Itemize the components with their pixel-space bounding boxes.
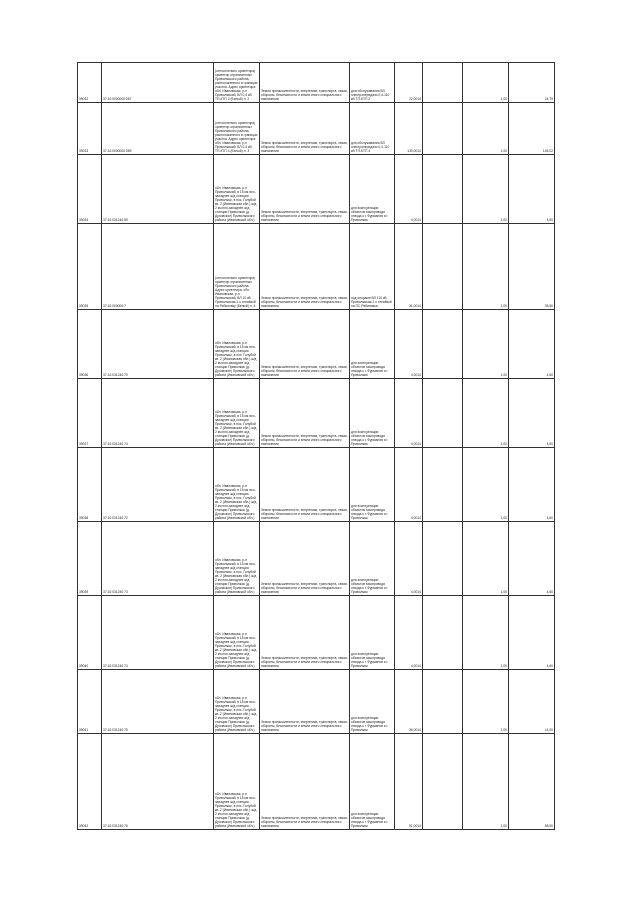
- permitted-use-cell: для эксплуатации объектов газопровода отвода к г. Фурманов и г. Приволжск: [350, 670, 395, 734]
- value-cell: 4,60: [509, 596, 555, 670]
- empty-cell: [423, 596, 463, 670]
- area-cell: 4,0014: [395, 522, 423, 596]
- address-cell: (относительно ориентира) ориентир ограниченных Приволжского района, расположенного в границах участка. Адрес ориентира: обл. Ивановская, р-н Приволжский, ВЛ 0,4 кВ ТП-КТП 2 (Белый) л. 2: [214, 63, 260, 103]
- area-cell: 4,0014: [395, 155, 423, 224]
- coefficient-cell: 1,00: [463, 155, 509, 224]
- row-number-cell: 39042: [78, 734, 102, 830]
- table-row: [78, 596, 555, 670]
- cadastral-number-cell: 37:10:031240:70: [102, 310, 214, 379]
- row-number-cell: 39034: [78, 155, 102, 224]
- address-cell: (относительно ориентира) ориентир ограниченных Приволжского района, расположенного в границах участка. Адрес ориентира: обл. Ивановская, р-н Приволжский, ВЛ 0,4 кВ ТП-КТП 4 (Белый) л. 3: [214, 103, 260, 155]
- area-cell: 51,0014: [395, 734, 423, 830]
- value-cell: 4,60: [509, 310, 555, 379]
- empty-cell: [423, 448, 463, 522]
- land-category-cell: Земли промышленности, энергетики, транспорта, связи, обороны, безопасности и земли иного специального назначения: [260, 448, 350, 522]
- cadastral-number-cell: 37:10:031240:72: [102, 448, 214, 522]
- cadastral-number-cell: 37:10:0000000:089: [102, 103, 214, 155]
- area-cell: 4,0014: [395, 379, 423, 448]
- row-number-cell: 39033: [78, 103, 102, 155]
- permitted-use-cell: под опорами ВЛ 110 кВ Приволжская-1 с отпайкой на ПС Рябиновка: [350, 224, 395, 310]
- table-row: [78, 103, 555, 155]
- land-category-cell: Земли промышленности, энергетики, транспорта, связи, обороны, безопасности и земли иного специального назначения: [260, 379, 350, 448]
- row-number-cell: 39038: [78, 448, 102, 522]
- coefficient-cell: 1,00: [463, 379, 509, 448]
- row-number-cell: 39041: [78, 670, 102, 734]
- coefficient-cell: 1,00: [463, 596, 509, 670]
- row-number-cell: 39037: [78, 379, 102, 448]
- area-cell: 36,0014: [395, 670, 423, 734]
- address-cell: обл. Ивановская, р-н Приволжский, в 15 км юго-западнее ж/д станции Приволжск, в пос. Голубой кв. 2 (Ивановская обл.) ж/д 2 км юго-западнее ж/д станции Приволжск (д. Духовское) Приволжского района (Ивановской обл.): [214, 670, 260, 734]
- cadastral-number-cell: 37:10:000000:7: [102, 224, 214, 310]
- permitted-use-cell: для эксплуатации объектов газопровода отвода к г. Фурманов и г. Приволжск: [350, 734, 395, 830]
- value-cell: 35,50: [509, 224, 555, 310]
- land-category-cell: Земли промышленности, энергетики, транспорта, связи, обороны, безопасности и земли иного специального назначения: [260, 310, 350, 379]
- land-category-cell: Земли промышленности, энергетики, транспорта, связи, обороны, безопасности и земли иного специального назначения: [260, 670, 350, 734]
- value-cell: 4,60: [509, 448, 555, 522]
- cadastral-number-cell: 37:10:0000000:087: [102, 63, 214, 103]
- empty-cell: [423, 379, 463, 448]
- value-cell: 58,50: [509, 734, 555, 830]
- table-row: [78, 379, 555, 448]
- permitted-use-cell: для эксплуатации объектов газопровода отвода к г. Фурманов и г. Приволжск: [350, 310, 395, 379]
- value-cell: 4,60: [509, 379, 555, 448]
- value-cell: 24,79: [509, 63, 555, 103]
- value-cell: 4,60: [509, 522, 555, 596]
- address-cell: обл. Ивановская, р-н Приволжский, в 15 км юго-западнее ж/д станции Приволжск, в пос. Голубой кв. 2 (Ивановская обл.) ж/д 2 км юго-западнее ж/д станции Приволжск (д. Духовское) Приволжского района (Ивановской обл.): [214, 379, 260, 448]
- area-cell: 4,0014: [395, 448, 423, 522]
- coefficient-cell: 1,00: [463, 448, 509, 522]
- empty-cell: [423, 224, 463, 310]
- permitted-use-cell: для эксплуатации объектов газопровода отвода к г. Фурманов и г. Приволжск: [350, 522, 395, 596]
- address-cell: обл. Ивановская, р-н Приволжский, в 15 км юго-западнее ж/д станции Приволжск, в пос. Голубой кв. 2 (Ивановская обл.) ж/д 2 км юго-западнее ж/д станции Приволжск (д. Духовское) Приволжского района (Ивановской обл.): [214, 596, 260, 670]
- table-row: [78, 670, 555, 734]
- table-row: [78, 63, 555, 103]
- area-cell: 130,0014: [395, 103, 423, 155]
- table-row: [78, 448, 555, 522]
- land-category-cell: Земли промышленности, энергетики, транспорта, связи, обороны, безопасности и земли иного специального назначения: [260, 224, 350, 310]
- table-row: [78, 310, 555, 379]
- coefficient-cell: 1,00: [463, 734, 509, 830]
- permitted-use-cell: для эксплуатации объектов газопровода отвода к г. Фурманов и г. Приволжск: [350, 155, 395, 224]
- land-category-cell: Земли промышленности, энергетики, транспорта, связи, обороны, безопасности и земли иного специального назначения: [260, 734, 350, 830]
- area-cell: 4,0014: [395, 596, 423, 670]
- area-cell: 4,0014: [395, 310, 423, 379]
- cadastral-number-cell: 37:10:031240:76: [102, 734, 214, 830]
- cadastral-number-cell: 37:10:031240:59: [102, 155, 214, 224]
- table-row: [78, 155, 555, 224]
- land-category-cell: Земли промышленности, энергетики, транспорта, связи, обороны, безопасности и земли иного специального назначения: [260, 63, 350, 103]
- coefficient-cell: 1,00: [463, 670, 509, 734]
- empty-cell: [423, 103, 463, 155]
- row-number-cell: 39032: [78, 63, 102, 103]
- permitted-use-cell: для эксплуатации объектов газопровода отвода к г. Фурманов и г. Приволжск: [350, 448, 395, 522]
- permitted-use-cell: для эксплуатации объектов газопровода отвода к г. Фурманов и г. Приволжск: [350, 379, 395, 448]
- cadastral-number-cell: 37:10:031240:74: [102, 379, 214, 448]
- empty-cell: [423, 734, 463, 830]
- empty-cell: [423, 670, 463, 734]
- address-cell: обл. Ивановская, р-н Приволжский, в 15 км юго-западнее ж/д станции Приволжск, в пос. Голубой кв. 2 (Ивановская обл.) ж/д 2 км юго-западнее ж/д станции Приволжск (д. Духовское) Приволжского района (Ивановской обл.): [214, 155, 260, 224]
- row-number-cell: 39040: [78, 596, 102, 670]
- row-number-cell: 39035: [78, 224, 102, 310]
- cadastral-number-cell: 37:10:031240:75: [102, 670, 214, 734]
- table-body: [78, 63, 555, 830]
- table-row: [78, 522, 555, 596]
- address-cell: обл. Ивановская, р-н Приволжский, в 15 км юго-западнее ж/д станции Приволжск, в пос. Голубой кв. 2 (Ивановская обл.) ж/д 2 км юго-западнее ж/д станции Приволжск (д. Духовское) Приволжского района (Ивановской обл.): [214, 522, 260, 596]
- land-category-cell: Земли промышленности, энергетики, транспорта, связи, обороны, безопасности и земли иного специального назначения: [260, 155, 350, 224]
- permitted-use-cell: для обслуживания ВЛ электропередачи 0,4-110 кВ ТП-КТП 4: [350, 103, 395, 155]
- address-cell: обл. Ивановская, р-н Приволжский, в 15 км юго-западнее ж/д станции Приволжск, в пос. Голубой кв. 2 (Ивановская обл.) ж/д 2 км юго-западнее ж/д станции Приволжск (д. Духовское) Приволжского района (Ивановской обл.): [214, 310, 260, 379]
- land-category-cell: Земли промышленности, энергетики, транспорта, связи, обороны, безопасности и земли иного специального назначения: [260, 103, 350, 155]
- row-number-cell: 39039: [78, 522, 102, 596]
- empty-cell: [423, 63, 463, 103]
- row-number-cell: 39036: [78, 310, 102, 379]
- value-cell: 4,60: [509, 155, 555, 224]
- registry-table: [77, 62, 555, 830]
- table-row: [78, 734, 555, 830]
- land-category-cell: Земли промышленности, энергетики, транспорта, связи, обороны, безопасности и земли иного специального назначения: [260, 522, 350, 596]
- permitted-use-cell: для эксплуатации объектов газопровода отвода к г. Фурманов и г. Приволжск: [350, 596, 395, 670]
- address-cell: обл. Ивановская, р-н Приволжский, в 15 км юго-западнее ж/д станции Приволжск, в пос. Голубой кв. 2 (Ивановская обл.) ж/д 2 км юго-западнее ж/д станции Приволжск (д. Духовское) Приволжского района (Ивановской обл.): [214, 734, 260, 830]
- area-cell: 22,0014: [395, 63, 423, 103]
- coefficient-cell: 1,00: [463, 63, 509, 103]
- coefficient-cell: 1,00: [463, 522, 509, 596]
- empty-cell: [423, 522, 463, 596]
- table-row: [78, 224, 555, 310]
- address-cell: (относительно ориентира) ориентир ограниченных Приволжского района. Адрес ориентира: обл. Ивановская, р-н Приволжский, ВЛ 10 кВ Приволжская-1 с отпайкой на Рябиновку (Белый) л. 4: [214, 224, 260, 310]
- value-cell: 41,00: [509, 670, 555, 734]
- land-category-cell: Земли промышленности, энергетики, транспорта, связи, обороны, безопасности и земли иного специального назначения: [260, 596, 350, 670]
- cadastral-number-cell: 37:10:031240:73: [102, 522, 214, 596]
- value-cell: 145,02: [509, 103, 555, 155]
- coefficient-cell: 1,00: [463, 103, 509, 155]
- address-cell: обл. Ивановская, р-н Приволжский, в 15 км юго-западнее ж/д станции Приволжск, в пос. Голубой кв. 2 (Ивановская обл.) ж/д 2 км юго-западнее ж/д станции Приволжск (д. Духовское) Приволжского района (Ивановской обл.): [214, 448, 260, 522]
- cadastral-number-cell: 37:10:031240:74: [102, 596, 214, 670]
- empty-cell: [423, 155, 463, 224]
- coefficient-cell: 1,00: [463, 224, 509, 310]
- area-cell: 31,0014: [395, 224, 423, 310]
- coefficient-cell: 1,00: [463, 310, 509, 379]
- empty-cell: [423, 310, 463, 379]
- permitted-use-cell: для обслуживания ВЛ электропередачи 0,4-110 кВ ТП-КТП 2: [350, 63, 395, 103]
